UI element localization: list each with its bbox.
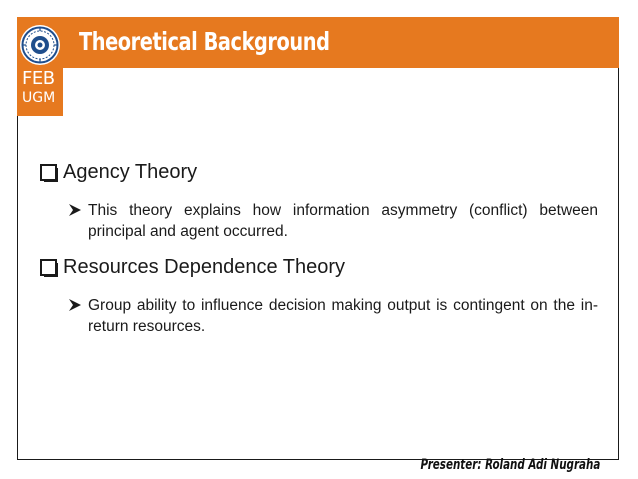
section-heading-resources [40,255,345,279]
checkbox-bullet-icon [40,259,57,276]
arrow-bullet-icon [68,203,82,217]
bullet-text: This theory explains how information asymmetry (conflict) between principal and agent occurred. [88,202,598,240]
section-heading-agency [40,160,197,184]
section-heading-text: Agency Theory [63,161,198,183]
arrow-bullet-icon [68,298,82,312]
university-seal-icon [19,24,61,66]
brand-ugm: UGM [22,90,56,106]
section-heading-text: Resources Dependence Theory [63,256,346,278]
bullet-text: Group ability to influence decision making output is contingent on the in-return resources. [88,297,598,335]
slide-title: Theoretical Background [79,27,330,56]
presenter-credit: Presenter: Roland Adi Nugraha [420,457,600,473]
section-bullet-agency [68,200,598,242]
checkbox-bullet-icon [40,164,57,181]
brand-feb: FEB [22,68,55,89]
section-bullet-resources [68,295,598,337]
